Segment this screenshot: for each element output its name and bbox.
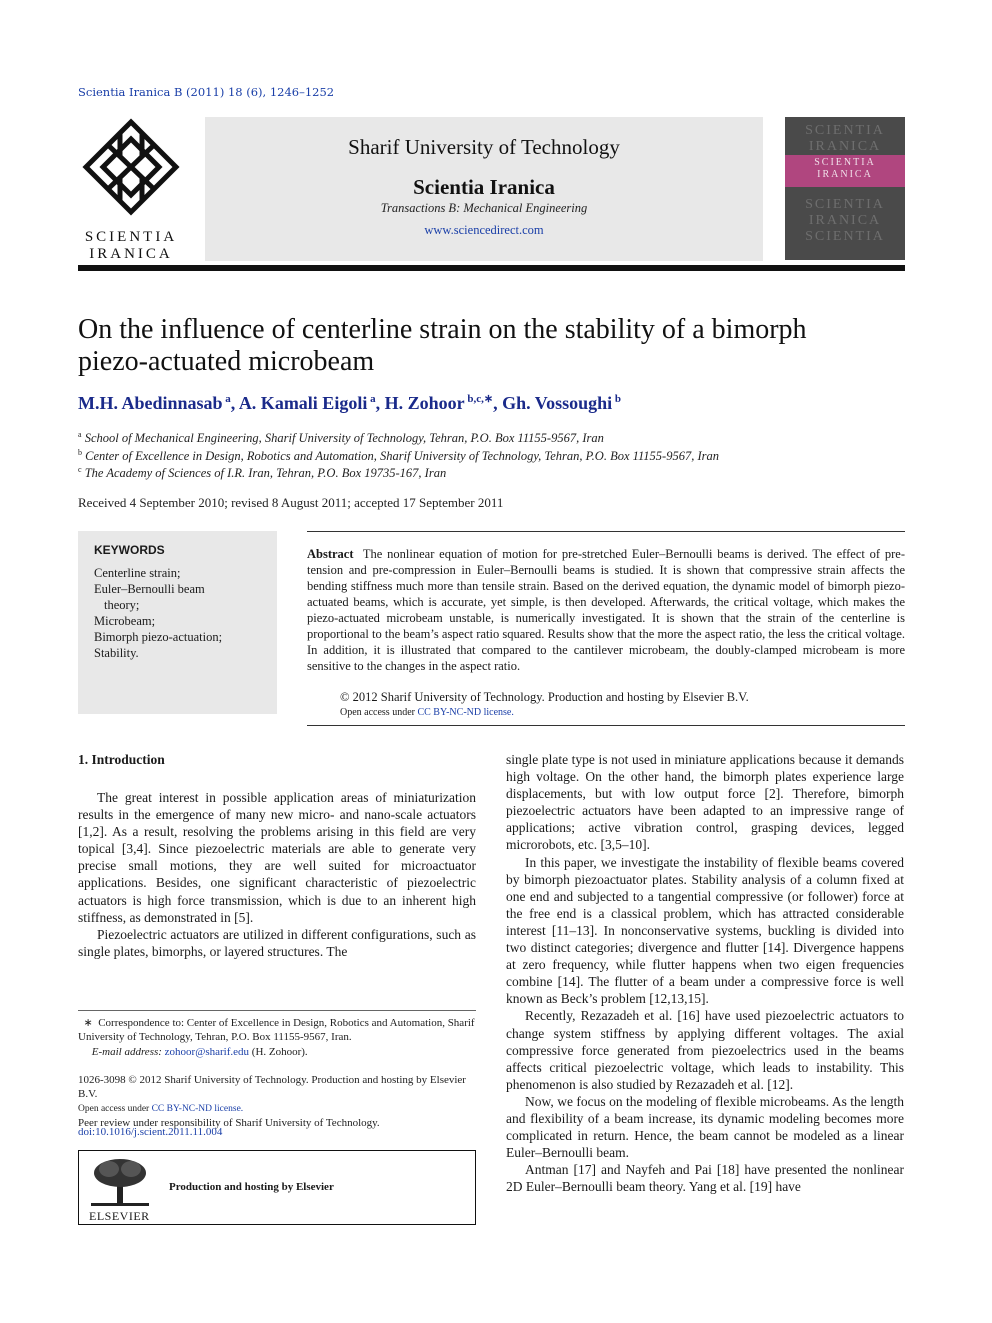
affiliation-mark: b [78,448,82,457]
author-list [78,392,621,414]
author-separator: , [493,393,503,413]
author-affiliation-mark[interactable]: b,c,∗ [467,393,494,405]
keywords-box [78,531,277,714]
title-line: On the influence of centerline strain on the stability of a bimorph [78,314,807,345]
elsevier-wordmark: ELSEVIER [89,1209,150,1223]
keyword: Centerline strain; [94,566,181,580]
cover-title-line2: IRANICA [817,169,873,180]
paragraph: Now, we focus on the modeling of flexible microbeams. As the length and flexibility of a beam increase, its dynamic modeling becomes more complicated in return. Hence, the beam cannot be modeled as a linear Euler–Bernoulli beam. [506,1093,904,1161]
journal-citation-link[interactable]: Scientia Iranica B (2011) 18 (6), 1246–1252 [78,85,335,99]
author-separator: , [375,393,385,413]
paragraph: single plate type is not used in miniature applications because it demands high voltage. On the other hand, the bimorph plates experience large displacements, but with low output force [2]. Therefore, bimorph piezoelectric actuators have been adapted to an impressive range of applications; active vibration control, grasping devices, legged microrobots, etc. [3,5–10]. [506,752,904,853]
correspondence-footnote [78,1016,476,1059]
abstract-rule-bottom [307,725,905,726]
elsevier-tree-icon [89,1157,151,1207]
journal-header [205,117,763,261]
abstract [307,546,905,674]
email-suffix: (H. Zohoor). [251,1045,308,1058]
footnote-mark: ∗ [83,1017,93,1029]
abstract-copyright: © 2012 Sharif University of Technology. Production and hosting by Elsevier B.V. [340,690,749,704]
paragraph: Recently, Rezazadeh et al. [16] have used piezoelectric actuators to change system stiffness by applying different voltages. The axial compressive force generated from piezoelectrics used in the beams affects critical piezoelectric voltage, which leads to instability. This phenomenon is also studied by Rezazadeh et al. [12]. [506,1008,904,1092]
paragraph: Antman [17] and Nayfeh and Pai [18] have presented the nonlinear 2D Euler–Bernoulli beam theory. Yang et al. [19] have [506,1162,904,1195]
author-name[interactable]: Gh. Vossoughi [502,393,613,413]
author-name[interactable]: H. Zohoor [384,393,465,413]
article-title [78,314,908,378]
received-dates: Received 4 September 2010; revised 8 August 2011; accepted 17 September 2011 [78,495,504,510]
author-affiliation-mark[interactable]: b [614,393,622,405]
title-line: piezo-actuated microbeam [78,346,375,377]
body-column-left [78,789,476,960]
cover-bg-text: SCIENTIA [805,229,885,244]
affiliation-text: Center of Excellence in Design, Robotics and Automation, Sharif University of Technology, Tehran, P.O. Box 11155-9567, Iran [85,449,719,464]
paragraph: Piezoelectric actuators are utilized in different configurations, such as single plates, bimorphs, or layered structures. The [78,926,476,959]
keyword: theory; [104,598,140,612]
paragraph: The great interest in possible application areas of miniaturization results in the emergence of many new micro- and nano-scale actuators [1,2]. As a result, resolving the problems arising in this field are very topical [3,4]. Since piezoelectric materials are able to generate very precise small motions, they are well suited for microactuator applications. Besides, one significant characteristic of piezoelectric actuators is high force transmission, which is due to an inherent high stiffness, as demonstrated in [5]. [78,790,476,925]
abstract-text: The nonlinear equation of motion for pre-stretched Euler–Bernoulli beams is derived. The effect of pre-tension and pre-compression in Euler–Bernoulli beams is studied. It is shown that compressive strain affects the bending stiffness much more than tensile strain. Based on the derived equation, the dynamic model of bimorph piezo-actuated beams, which is accurate, yet simple, is then developed. Afterwards, the critical voltage, which makes the piezo-actuated microbeam unstable, is numerically investigated. It is shown that the strain of the centerline is proportional to the beam’s aspect ratio squared. Results show that the more the aspect ratio, the less the critical voltage. In addition, it is illustrated that compared to the cantilever microbeam, the doubly-clamped microbeam is more sensitive to the changes in the aspect ratio. [307,547,905,673]
paragraph: In this paper, we investigate the instability of flexible beams covered by bimorph piezoactuator plates. Stability analysis of a column fixed at one end and subjected to a tangential compressive (or follower) force at the free end is a classical problem, which has attracted considerable interest [11–13]. In nonconservative systems, buckling is divided into two distinct categories; divergence and flutter [14]. Divergence happens at zero frequency, while flutter happens when two eigen frequencies combine [14]. The flutter of a beam under a compressive force is well known as Beck’s problem [12,13,15]. [506,854,904,1007]
author-affiliation-mark[interactable]: a [370,393,376,405]
affiliation-text: School of Mechanical Engineering, Sharif University of Technology, Tehran, P.O. Box 11155-9567, Iran [84,431,604,446]
keyword: Euler–Bernoulli beam [94,582,205,596]
issn-open-access [78,1102,476,1116]
affiliation [78,430,604,446]
knot-emblem-icon [78,117,184,227]
author-name[interactable]: M.H. Abedinnasab [78,393,223,413]
keyword: Bimorph piezo-actuation; [94,630,223,644]
cover-bg-text: SCIENTIA [805,197,885,212]
sciencedirect-link[interactable]: www.sciencedirect.com [424,223,544,237]
body-column-right [506,751,904,1195]
footnote-text: Correspondence to: Center of Excellence in Design, Robotics and Automation, Sharif University of Technology, Tehran, P.O. Box 11155-9567, Iran. [78,1017,475,1044]
affiliation [78,465,446,481]
header-rule [78,265,905,271]
affiliation-text: The Academy of Sciences of I.R. Iran, Tehran, P.O. Box 19735-167, Iran [84,466,447,481]
issn-notice [78,1073,476,1130]
affiliation-mark: a [78,430,82,439]
keywords-heading: KEYWORDS [94,543,165,557]
abstract-rule-top [307,531,905,532]
author-name[interactable]: A. Kamali Eigoli [238,393,368,413]
keyword: Stability. [94,646,139,660]
elsevier-box [78,1150,476,1225]
scientia-iranica-logo [78,117,184,263]
email-label: E-mail address: [91,1045,162,1058]
email-link[interactable]: zohoor@sharif.edu [164,1045,250,1058]
abstract-label: Abstract [307,547,354,561]
elsevier-hosting-text: Production and hosting by Elsevier [169,1181,334,1193]
open-access-prefix: Open access under [78,1103,152,1114]
license-link[interactable]: CC BY-NC-ND license. [151,1103,244,1114]
peer-review-line: Peer review under responsibility of Sharif University of Technology. [78,1116,380,1129]
author-affiliation-mark[interactable]: a [225,393,231,405]
logo-text-line2: IRANICA [89,246,173,262]
university-name: Sharif University of Technology [348,135,620,159]
section-heading: 1. Introduction [78,752,165,767]
abstract-open-access [340,707,514,718]
cover-bg-text: IRANICA [808,213,882,228]
author-separator: , [230,393,239,413]
open-access-prefix: Open access under [340,707,418,718]
license-link[interactable]: CC BY-NC-ND license. [417,707,514,718]
footnote-rule [78,1010,476,1011]
journal-subtitle: Transactions B: Mechanical Engineering [380,201,588,215]
doi-link[interactable]: doi:10.1016/j.scient.2011.11.004 [78,1126,223,1138]
cover-bg-text: IRANICA [808,139,882,154]
journal-name: Scientia Iranica [413,175,555,199]
logo-text-line1: SCIENTIA [84,229,178,245]
cover-title-line1: SCIENTIA [814,157,876,168]
affiliation-mark: c [78,465,82,474]
cover-bg-text: SCIENTIA [805,123,885,138]
issn-line: 1026-3098 © 2012 Sharif University of Technology. Production and hosting by Elsevier B.V. [78,1074,466,1101]
keyword: Microbeam; [94,614,156,628]
journal-cover-thumbnail[interactable] [785,117,905,260]
affiliation [78,448,719,464]
